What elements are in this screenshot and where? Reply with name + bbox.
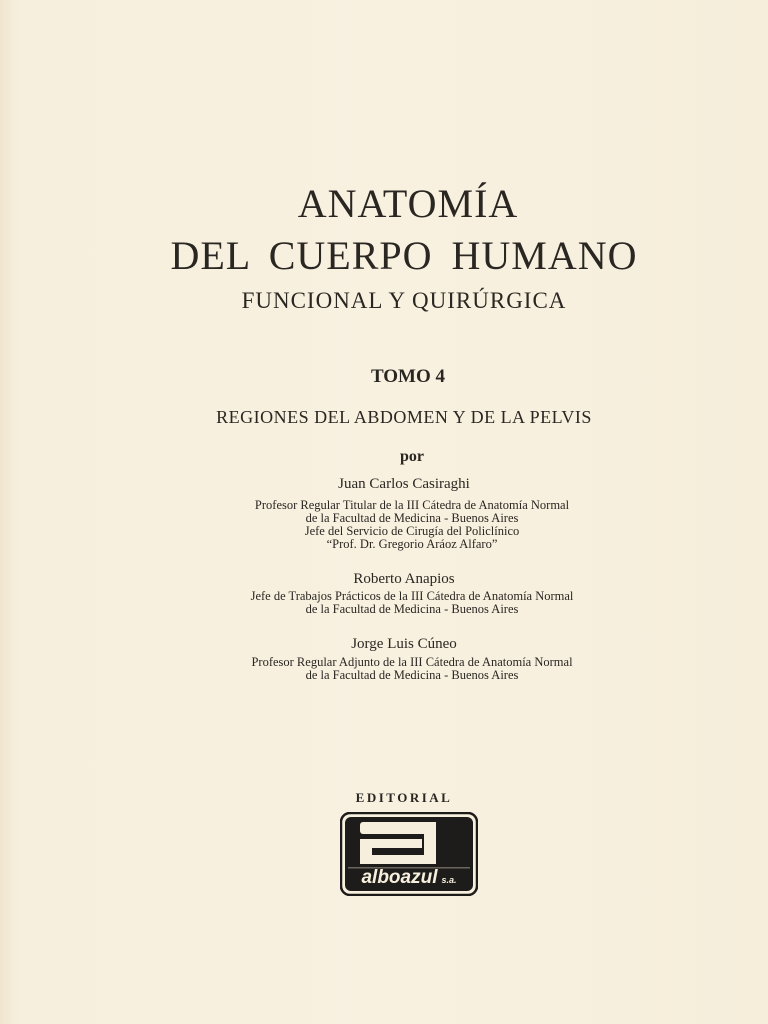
author-name: Jorge Luis Cúneo xyxy=(351,636,457,652)
by-label: por xyxy=(400,448,424,465)
publisher-logo xyxy=(340,812,478,896)
author-name: Roberto Anapios xyxy=(353,571,455,587)
author-name: Juan Carlos Casiraghi xyxy=(338,476,470,492)
author-affiliation-line: de la Facultad de Medicina - Buenos Aires xyxy=(305,602,519,616)
author-affiliation-line: de la Facultad de Medicina - Buenos Aires xyxy=(305,511,519,525)
author-affiliation-line: “Prof. Dr. Gregorio Aráoz Alfaro” xyxy=(326,537,498,551)
author-affiliation-line: Profesor Regular Adjunto de la III Cátedra de Anatomía Normal xyxy=(251,655,573,669)
author-affiliation-line: Jefe de Trabajos Prácticos de la III Cátedra de Anatomía Normal xyxy=(250,589,574,603)
volume-label: TOMO 4 xyxy=(370,366,446,387)
subtitle: FUNCIONAL Y QUIRÚRGICA xyxy=(241,288,567,313)
publisher-label: EDITORIAL xyxy=(355,790,453,805)
volume-subject: REGIONES DEL ABDOMEN Y DE LA PELVIS xyxy=(216,407,592,427)
author-affiliation-line: Profesor Regular Titular de la III Cátedra de Anatomía Normal xyxy=(254,498,570,512)
publisher-wordmark-suffix: s.a. xyxy=(441,875,457,885)
title-line-2: DEL CUERPO HUMANO xyxy=(170,233,638,278)
title-line-1: ANATOMÍA xyxy=(297,181,519,226)
publisher-wordmark-text: alboazul xyxy=(361,867,438,888)
publisher-wordmark xyxy=(340,866,478,890)
author-affiliation-line: Jefe del Servicio de Cirugía del Policlínico xyxy=(304,524,520,538)
author-affiliation-line: de la Facultad de Medicina - Buenos Aires xyxy=(305,668,519,682)
